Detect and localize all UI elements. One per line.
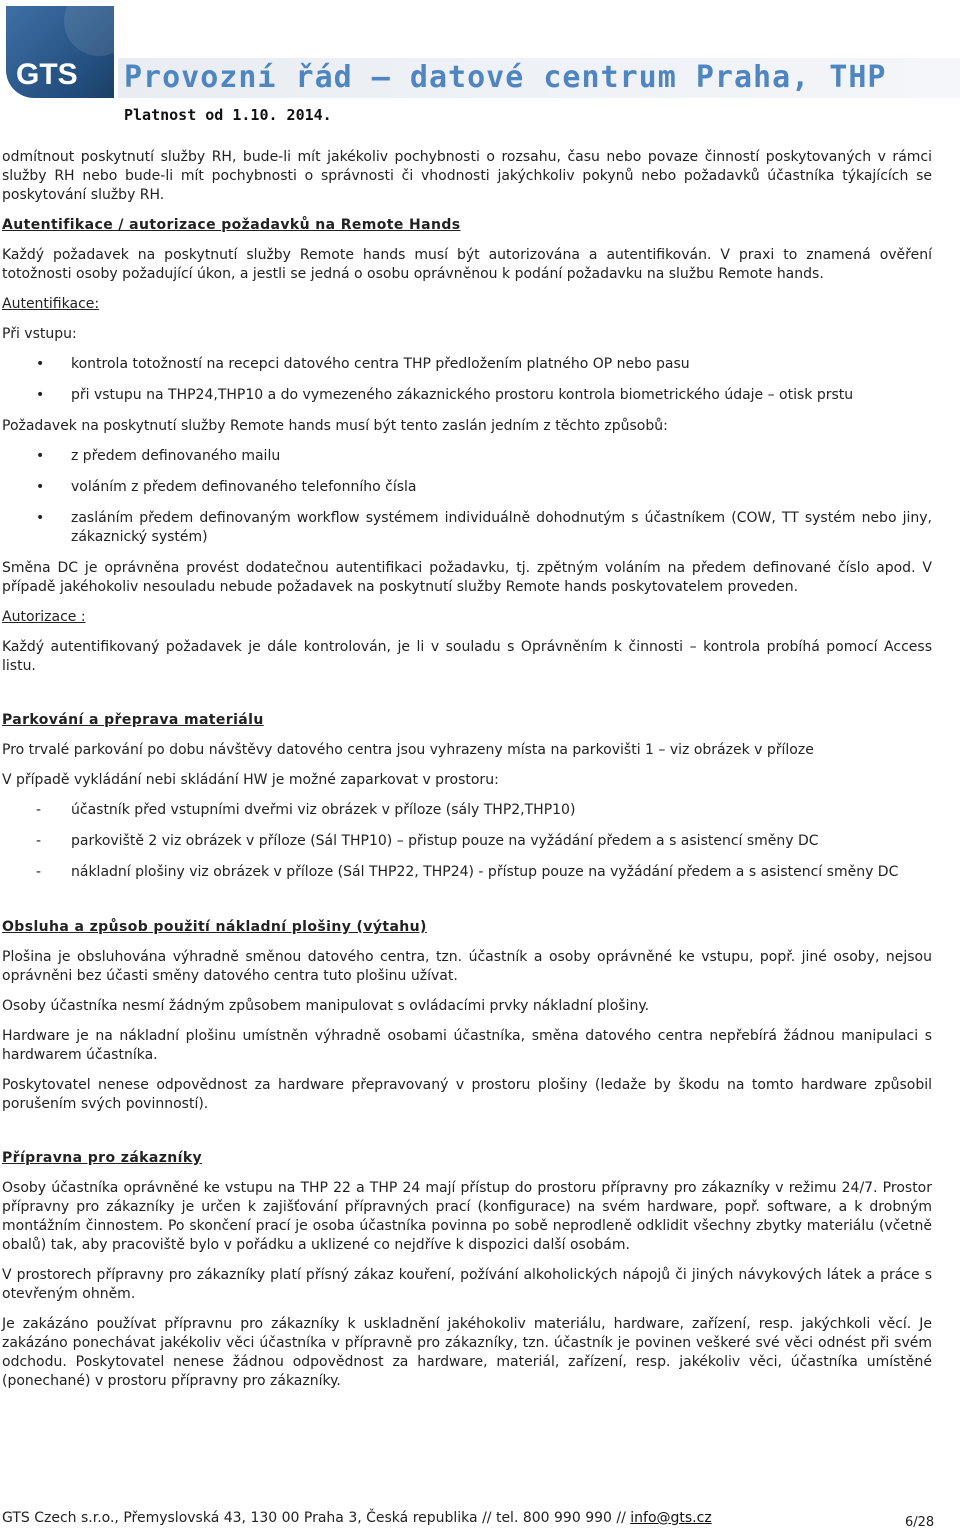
footer-email-link[interactable]: info@gts.cz	[630, 1510, 712, 1526]
autentifikace-label: Autentifikace:	[2, 296, 100, 312]
shift-paragraph: Směna DC je oprávněna provést dodatečnou autentifikaci požadavku, tj. zpětným voláním na předem definované číslo apod. V případě jakéhokoliv nesouladu nebude požadavek na poskytnutí služby Remote hands poskytovatelem proveden.	[2, 560, 932, 595]
list-item-text: kontrola totožností na recepci datového centra THP předložením platného OP nebo pasu	[71, 356, 690, 372]
page-number: 6/28	[905, 1515, 935, 1530]
list-item-text: parkoviště 2 viz obrázek v příloze (Sál THP10) – přistup pouze na vyžádání předem a s asistencí směny DC	[71, 833, 819, 849]
list-item	[2, 386, 932, 405]
list-item-text: zasláním předem definovaným workflow systémem individuálně dohodnutým s účastníkem (COW, TT systém nebo jiny, zákaznický systém)	[71, 510, 932, 545]
bullet-icon: •	[36, 448, 45, 464]
section-heading-parking: Parkování a přeprava materiálu	[2, 712, 264, 728]
document-body	[2, 148, 932, 1402]
intro-paragraph: odmítnout poskytnutí služby RH, bude-li mít jakékoliv pochybnosti o rozsahu, času nebo povaze činností poskytovaných v rámci služby RH nebo bude-li mít pochybnosti o správnosti či vhodnosti jakýchkoliv pokynů nebo požadavků účastníka týkajících se poskytování služby RH.	[2, 149, 932, 203]
prep-paragraph: V prostorech přípravny pro zákazníky platí přísný zákaz kouření, požívání alkoholických nápojů či jiných návykových látek a práce s otevřeným ohněm.	[2, 1267, 932, 1302]
page-header	[0, 0, 960, 130]
list-item-text: z předem definovaného mailu	[71, 448, 281, 464]
list-item-text: účastník před vstupními dveřmi viz obrázek v příloze (sály THP2,THP10)	[71, 802, 576, 818]
list-item-text: nákladní plošiny viz obrázek v příloze (Sál THP22, THP24) - přístup pouze na vyžádání předem a s asistencí směny DC	[71, 864, 899, 880]
list-item	[2, 355, 932, 374]
page-footer	[2, 1510, 942, 1526]
autorizace-paragraph: Každý autentifikovaný požadavek je dále kontrolován, je li v souladu s Oprávněním k činnosti – kontrola probíhá pomocí Access listu.	[2, 639, 932, 674]
section-spacer	[2, 1125, 932, 1149]
lift-paragraph: Poskytovatel nenese odpovědnost za hardware přepravovaný v prostoru plošiny (ledaže by škodu na tomto hardware způsobil porušením svých povinností).	[2, 1077, 932, 1112]
section-spacer	[2, 687, 932, 711]
bullet-icon: •	[36, 356, 45, 372]
lift-paragraph: Hardware je na nákladní plošinu umístněn výhradně osobami účastníka, směna datového centra nepřebírá žádnou manipulaci s hardwarem účastníka.	[2, 1028, 932, 1063]
lift-paragraph: Osoby účastníka nesmí žádným způsobem manipulovat s ovládacími prvky nákladní plošiny.	[2, 998, 650, 1014]
bullet-icon: •	[36, 510, 45, 526]
validity-date: Platnost od 1.10. 2014.	[124, 106, 332, 124]
logo-text: GTS	[16, 58, 78, 91]
section-spacer	[2, 894, 932, 918]
prep-paragraph: Je zakázáno používat přípravnu pro zákazníky k uskladnění jakéhokoliv materiálu, hardware, zařízení, resp. jakýchkoli věcí. Je zakázáno ponechávat jakékoliv věci účastníka v přípravně pro zákazníky, tzn. účastník je povinen veškeré své věci odnést při svém odchodu. Poskytovatel nenese žádnou odpovědnost za hardware, materiál, zařízení, resp. jakékoliv věci, účastníka umístěné (ponechané) v prostoru přípravny pro zákazníky.	[2, 1316, 932, 1389]
parking-paragraph-1: Pro trvalé parkování po dobu návštěvy datového centra jsou vyhrazeny místa na parkovišti 1 – viz obrázek v příloze	[2, 742, 814, 758]
auth-paragraph: Každý požadavek na poskytnutí služby Remote hands musí být autorizována a autentifikován. V praxi to znamená ověření totožnosti osoby požadující úkon, a jestli se jedná o osobu oprávněnou k podání požadavku na službu Remote hands.	[2, 247, 932, 282]
pri-vstupu-label: Při vstupu:	[2, 326, 77, 342]
list-item	[2, 447, 932, 466]
list-item-text: voláním z předem definovaného telefonního čísla	[71, 479, 417, 495]
list-item	[2, 801, 932, 820]
bullet-icon: •	[36, 387, 45, 403]
list-item	[2, 478, 932, 497]
dash-icon: -	[36, 802, 42, 818]
section-heading-auth: Autentifikace / autorizace požadavků na Remote Hands	[2, 217, 461, 233]
lift-paragraph: Plošina je obsluhována výhradně směnou datového centra, tzn. účastník a osoby oprávněné ke vstupu, popř. jiné osoby, nejsou oprávněni bez účasti směny datového centra tuto plošinu užívat.	[2, 949, 932, 984]
list-item	[2, 863, 932, 882]
footer-address: GTS Czech s.r.o., Přemyslovská 43, 130 00 Praha 3, Česká republika // tel. 800 990 990 //	[2, 1510, 631, 1526]
section-heading-prep: Přípravna pro zákazníky	[2, 1150, 203, 1166]
parking-paragraph-2: V případě vykládání nebi skládání HW je možné zaparkovat v prostoru:	[2, 772, 499, 788]
autorizace-label: Autorizace :	[2, 609, 86, 625]
list-item-text: při vstupu na THP24,THP10 a do vymezeného zákaznického prostoru kontrola biometrického údaje – otisk prstu	[71, 387, 854, 403]
list-item	[2, 832, 932, 851]
section-heading-lift: Obsluha a způsob použití nákladní plošiny (výtahu)	[2, 919, 427, 935]
gts-logo	[6, 6, 114, 98]
entry-bullet-list	[2, 355, 932, 405]
request-bullet-list	[2, 447, 932, 547]
parking-list	[2, 801, 932, 882]
document-title: Provozní řád – datové centrum Praha, THP	[124, 60, 887, 95]
list-item	[2, 509, 932, 547]
dash-icon: -	[36, 864, 42, 880]
dash-icon: -	[36, 833, 42, 849]
bullet-icon: •	[36, 479, 45, 495]
request-intro: Požadavek na poskytnutí služby Remote hands musí být tento zaslán jedním z těchto způsobů:	[2, 418, 668, 434]
prep-paragraph: Osoby účastníka oprávněné ke vstupu na THP 22 a THP 24 mají přístup do prostoru přípravny pro zákazníky v režimu 24/7. Prostor přípravny pro zákazníky je určen k zajišťování přípravných prací (konfigurace) na svém hardware, popř. software, a k drobným montážním činnostem. Po skončení prací je osoba účastníka povinna po sobě neprodleně odklidit všechny zbytky materiálu (včetně obalů) tak, aby pracoviště bylo v pořádku a uklizené co nejdříve k dispozici další osobám.	[2, 1180, 932, 1253]
